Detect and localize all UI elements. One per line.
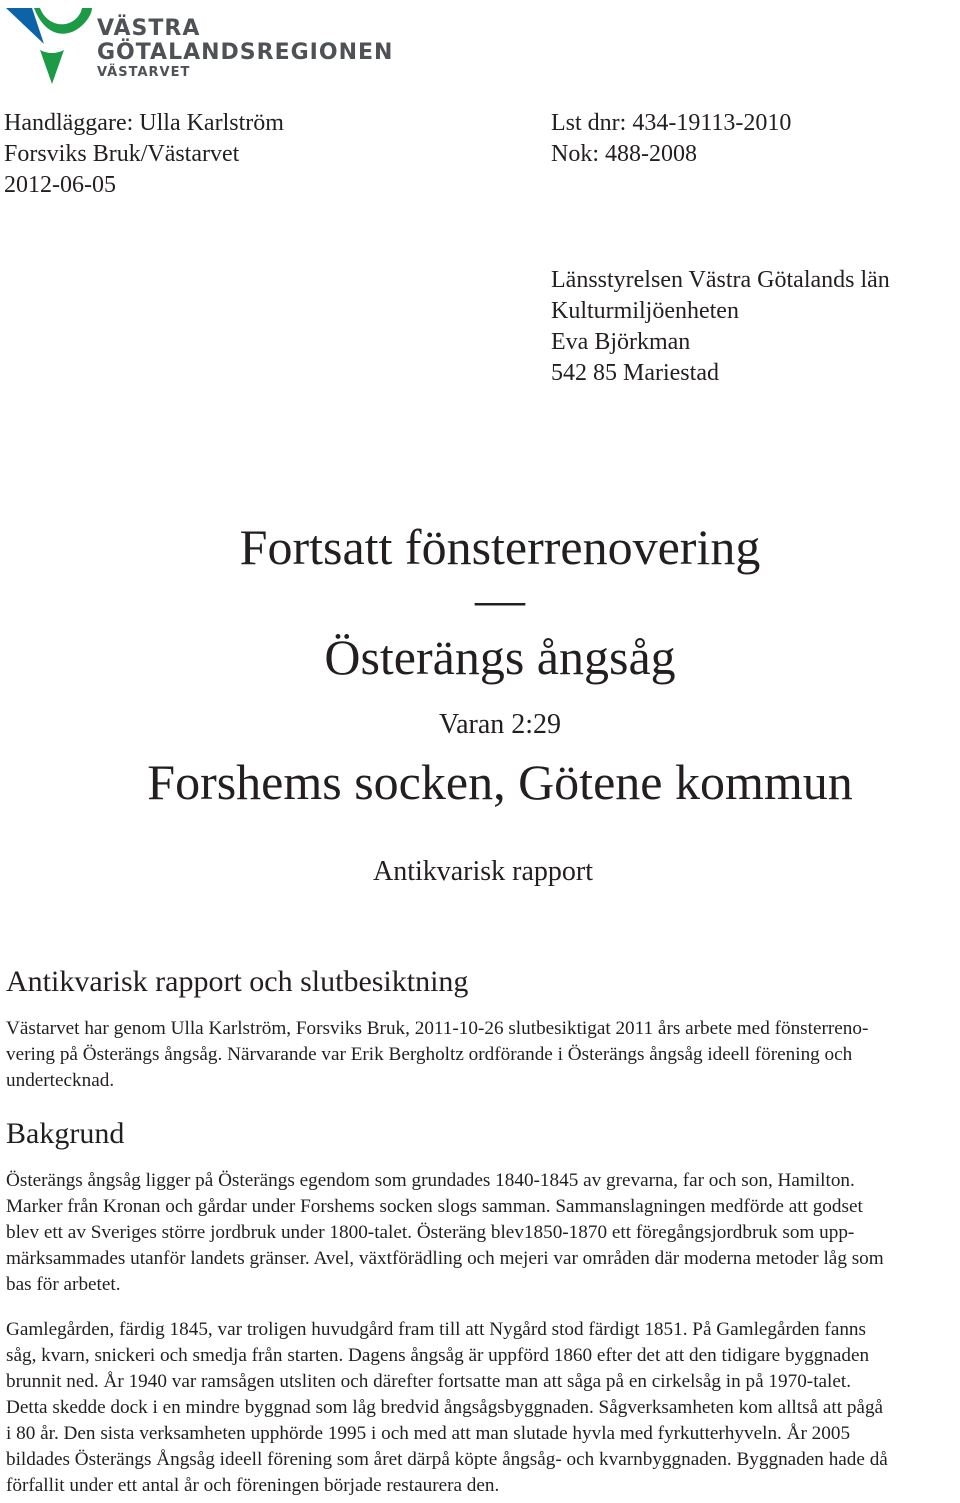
paragraph-line: Detta skedde dock i en mindre byggnad som låg bredvid ångsågsbyggnaden. Sågverksamheten kom alltså att pågå <box>6 1397 884 1418</box>
paragraph-line: Gamlegården, färdig 1845, var troligen huvudgård fram till att Nygård stod färdigt 1851. På Gamlegården fanns <box>6 1319 866 1340</box>
region-logo-mark-icon <box>4 4 96 84</box>
vastra-gotalandsregionen-logo <box>4 4 394 84</box>
background-paragraph-1 <box>6 1168 958 1298</box>
logo-line-3: VÄSTARVET <box>97 65 191 80</box>
paragraph-line: Österängs ångsåg ligger på Österängs egendom som grundades 1840-1845 av grevarna, far och son, Hamilton. <box>6 1170 855 1191</box>
property-designation: Varan 2:29 <box>438 709 562 740</box>
paragraph-line: bildades Österängs Ångsåg ideell förening som året därpå köpte ångsåg- och kvarnbyggnaden. Byggnaden hade då <box>6 1449 888 1470</box>
section-heading-report: Antikvarisk rapport och slutbesiktning <box>6 965 469 998</box>
location-title: Forshems socken, Götene kommun <box>147 754 853 810</box>
sender-org: Forsviks Bruk/Västarvet <box>4 141 240 167</box>
document-date: 2012-06-05 <box>4 172 116 198</box>
report-type: Antikvarisk rapport <box>372 856 594 887</box>
nok-number: Nok: 488-2008 <box>551 141 697 167</box>
paragraph-line: brunnit ned. År 1940 var ramsågen utsliten och därefter fortsatte man att såga på en cirkelsåg in på 1970-talet. <box>6 1371 852 1392</box>
paragraph-line: vering på Österängs ångsåg. Närvarande var Erik Bergholtz ordförande i Österängs ångsåg ideell förening och <box>6 1044 853 1065</box>
recipient-address <box>551 265 890 389</box>
paragraph-line: såg, kvarn, snickeri och smedja från starten. Dagens ångsåg är uppförd 1860 efter det att den tidigare byggnaden <box>6 1345 870 1366</box>
sender-block <box>4 108 284 201</box>
recipient-postal: 542 85 Mariestad <box>551 360 719 386</box>
recipient-authority: Länsstyrelsen Västra Götalands län <box>551 267 890 293</box>
logo-wordmark <box>97 18 393 80</box>
recipient-person: Eva Björkman <box>551 329 691 355</box>
logo-line-2: GÖTALANDSREGIONEN <box>97 40 394 65</box>
paragraph-line: undertecknad. <box>6 1070 115 1091</box>
background-paragraph-2 <box>6 1317 958 1499</box>
section-heading-background: Bakgrund <box>6 1117 125 1150</box>
lst-dnr: Lst dnr: 434-19113-2010 <box>551 110 792 136</box>
paragraph-line: bas för arbetet. <box>6 1274 121 1295</box>
paragraph-line: Västarvet har genom Ulla Karlström, Forsviks Bruk, 2011-10-26 slutbesiktigat 2011 års arbete med fönsterreno- <box>6 1018 869 1039</box>
paragraph-line: i 80 år. Den sista verksamheten upphörde 1995 i och med att man slutade hyvla med fyrkutterhyveln. År 2005 <box>6 1423 851 1444</box>
section-report-paragraph <box>6 1016 958 1094</box>
reference-block <box>551 108 791 170</box>
paragraph-line: blev ett av Sveriges större jordbruk under 1800-talet. Österäng blev1850-1870 ett föregångsjordbruk som upp- <box>6 1222 855 1243</box>
logo-line-1: VÄSTRA <box>97 16 201 41</box>
title-dash: — <box>475 571 525 627</box>
title-line-2: Österängs ångsåg <box>324 629 676 685</box>
paragraph-line: förfallit under ett antal år och föreningen började restaurera den. <box>6 1475 500 1496</box>
paragraph-line: Marker från Kronan och gårdar under Forshems socken slogs samman. Sammanslagningen medförde att godset <box>6 1196 863 1217</box>
title-line-1: Fortsatt fönsterrenovering <box>239 519 761 575</box>
paragraph-line: märksammades utanför landets gränser. Avel, växtförädling och mejeri var områden där moderna metoder låg som <box>6 1248 884 1269</box>
handler: Handläggare: Ulla Karlström <box>4 110 284 136</box>
recipient-unit: Kulturmiljöenheten <box>551 298 739 324</box>
